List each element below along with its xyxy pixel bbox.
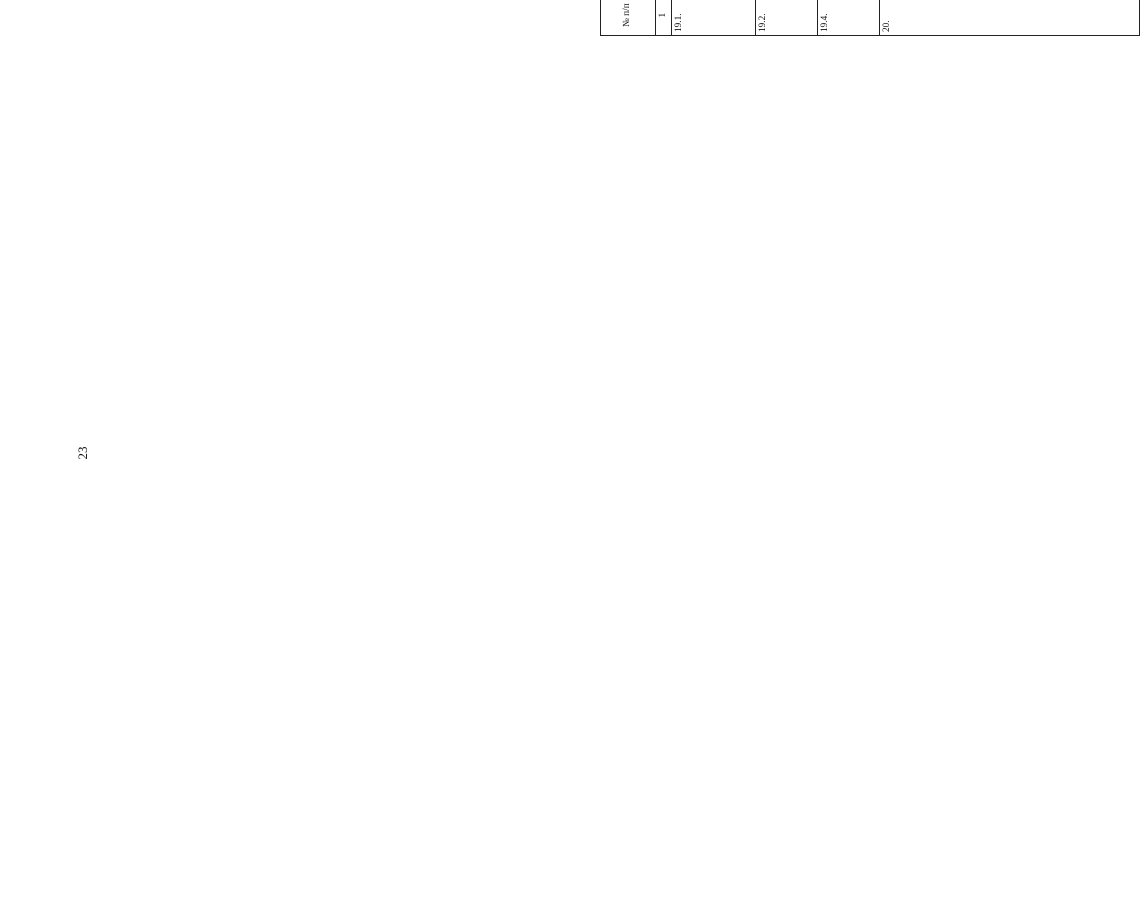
row-no: 19.4.	[818, 0, 880, 36]
header-row-1	[601, 0, 629, 36]
table-row	[672, 0, 756, 36]
rotated-table-container	[600, 0, 1140, 36]
column-number-row	[656, 0, 672, 36]
row-no: 19.2.	[756, 0, 818, 36]
col-number: 1	[656, 0, 672, 36]
table-row	[756, 0, 818, 36]
page-number: 23	[75, 446, 90, 460]
row-no: 19.1.	[672, 0, 756, 36]
table-row	[818, 0, 880, 36]
table-row	[880, 0, 1140, 36]
row-no: 20.	[880, 0, 1140, 36]
program-table	[600, 0, 1140, 36]
header-no: № п/п	[601, 0, 656, 36]
